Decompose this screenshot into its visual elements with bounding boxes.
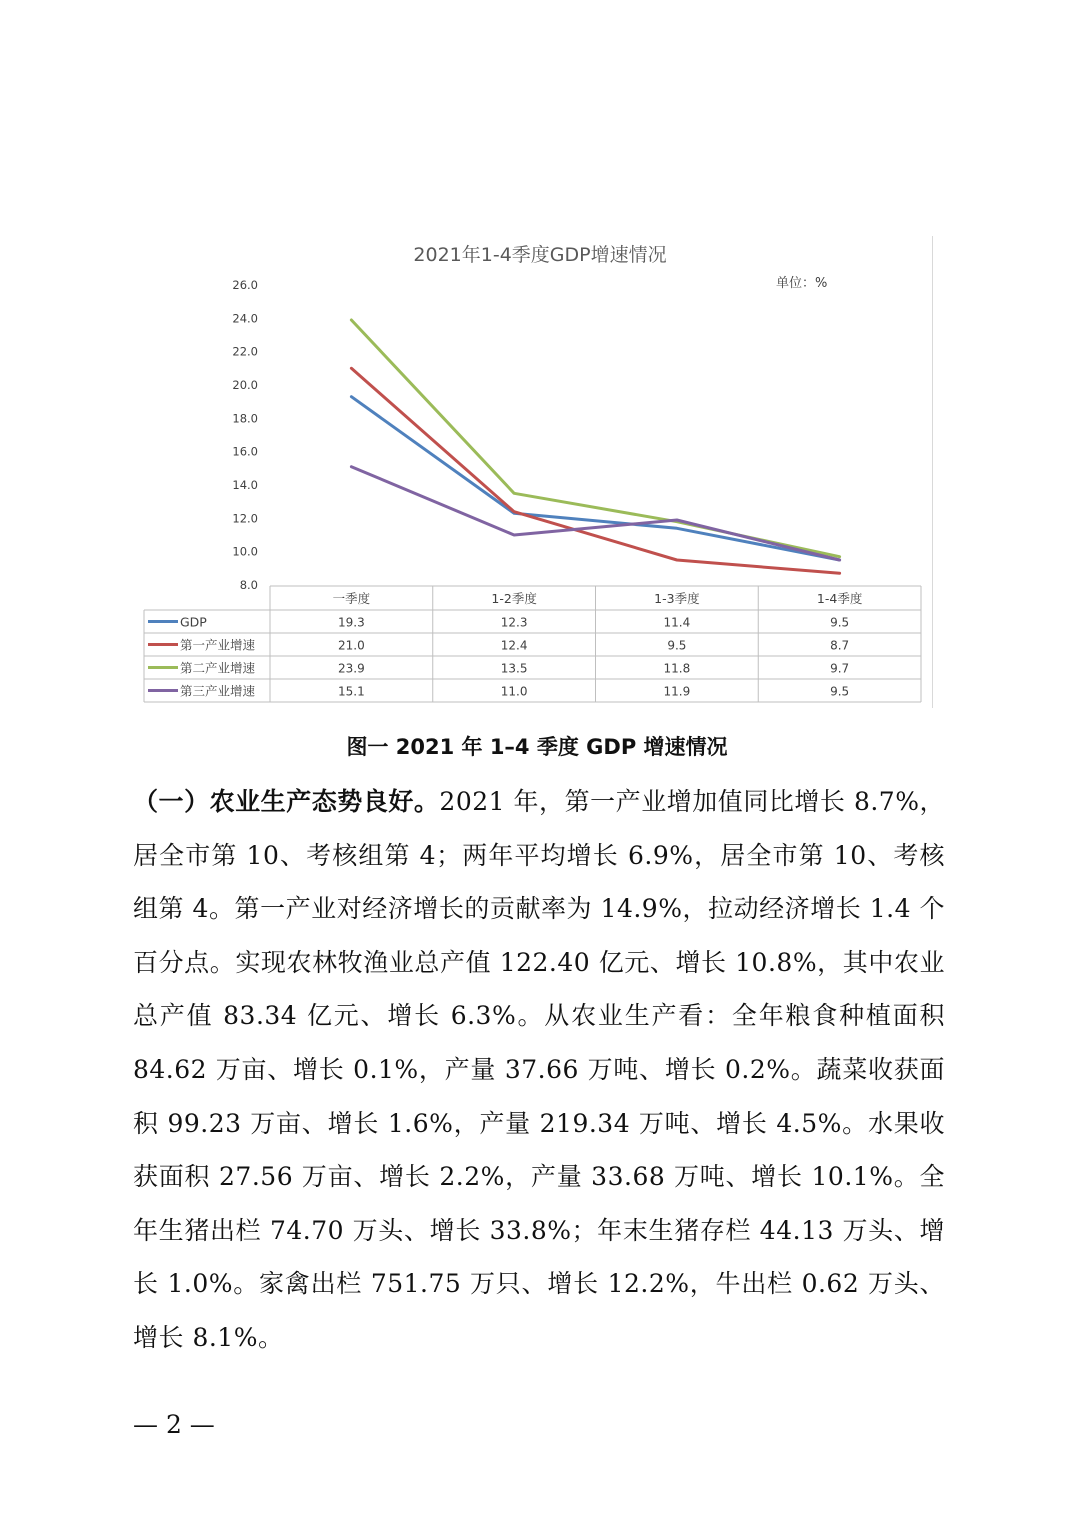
y-tick-label: 16.0 — [232, 444, 258, 459]
chart-right-border — [932, 236, 933, 708]
data-label: 9.5 — [830, 684, 850, 699]
figure-caption: 图一 2021 年 1–4 季度 GDP 增速情况 — [346, 735, 728, 759]
y-tick-label: 12.0 — [232, 511, 258, 526]
paragraph-text: 2021 年，第一产业增加值同比增长 8.7%，居全市第 10、考核组第 4；两年平均增长 6.9%，居全市第 10、考核组第 4。第一产业对经济增长的贡献率为 14.9%，拉动经济增长 1.4 个百分点。实现农林牧渔业总产值 122.40 亿元、增长 10.8%，其中农业总产值 83.34 亿元、增长 6.3%。从农业生产看：全年粮食种植面积 84.62 万亩、增长 0.1%，产量 37.66 万吨、增长 0.2%。蔬菜收获面积 99.23 万亩、增长 1.6%，产量 219.34 万吨、增长 4.5%。水果收获面积 27.56 万亩、增长 2.2%，产量 33.68 万吨、增长 10.1%。全年生猪出栏 74.70 万头、增长 33.8%；年末生猪存栏 44.13 万头、增长 1.0%。家禽出栏 751.75 万只、增长 12.2%，牛出栏 0.62 万头、增长 8.1%。 — [133, 787, 945, 1352]
y-tick-label: 24.0 — [232, 311, 258, 326]
y-tick-label: 18.0 — [232, 411, 258, 426]
data-label: 9.5 — [830, 615, 850, 630]
data-label: 19.3 — [338, 615, 365, 630]
section-heading: （一）农业生产态势良好。 — [133, 787, 440, 816]
series-name: 第三产业增速 — [180, 683, 256, 699]
data-label: 11.0 — [500, 684, 528, 699]
gdp-growth-chart — [140, 232, 940, 710]
data-label: 11.8 — [663, 661, 691, 676]
page-number: — 2 — — [133, 1410, 215, 1439]
series-name: GDP — [180, 614, 207, 630]
data-label: 15.1 — [338, 684, 365, 699]
data-label: 11.4 — [663, 615, 691, 630]
y-tick-label: 10.0 — [232, 544, 258, 559]
data-label: 23.9 — [338, 661, 365, 676]
y-tick-label: 22.0 — [232, 344, 258, 359]
category-label: 一季度 — [332, 591, 371, 606]
series-name: 第二产业增速 — [180, 660, 256, 676]
y-tick-label: 14.0 — [232, 478, 258, 492]
data-label: 11.9 — [663, 684, 691, 699]
chart-title: 2021年1-4季度GDP增速情况 — [413, 244, 667, 266]
chart-unit: 单位：% — [776, 276, 828, 291]
series-name: 第一产业增速 — [180, 637, 256, 653]
chart-svg — [140, 232, 940, 710]
category-label: 1-4季度 — [816, 591, 863, 606]
data-label: 12.4 — [500, 638, 528, 653]
data-label: 9.5 — [667, 638, 687, 653]
category-label: 1-3季度 — [654, 591, 700, 606]
body-paragraph — [133, 775, 945, 1365]
y-tick-label: 8.0 — [239, 578, 258, 592]
data-label: 8.7 — [830, 638, 850, 653]
data-label: 13.5 — [500, 661, 528, 676]
data-label: 9.7 — [830, 661, 850, 676]
data-label: 12.3 — [500, 615, 528, 630]
category-label: 1-2季度 — [491, 591, 537, 606]
y-tick-label: 26.0 — [232, 278, 258, 292]
y-tick-label: 20.0 — [232, 378, 258, 392]
data-label: 21.0 — [338, 638, 365, 653]
